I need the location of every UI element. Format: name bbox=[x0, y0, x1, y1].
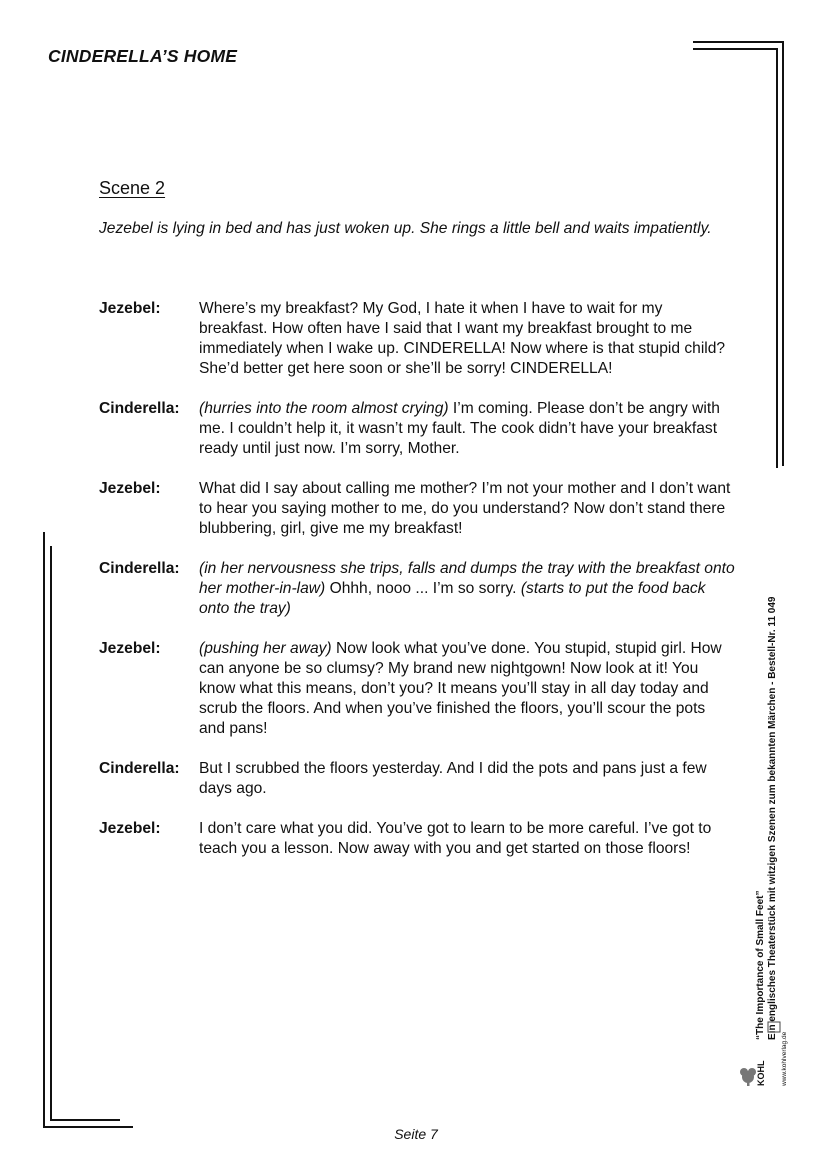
page-number: Seite 7 bbox=[394, 1126, 438, 1142]
publisher-website: www.kohlverlag.de bbox=[781, 1031, 788, 1086]
book-subtitle: Ein englisches Theaterstück mit witzigen Szenen zum bekannten Märchen - Bestell-Nr. 11 049 bbox=[767, 596, 778, 1040]
frame-line bbox=[693, 48, 776, 50]
speaker-name: Cinderella: bbox=[99, 400, 180, 417]
speaker-name: Jezebel: bbox=[99, 820, 161, 837]
speaker-name: Cinderella: bbox=[99, 560, 180, 577]
dialogue bbox=[99, 299, 735, 879]
stage-direction-inline: (starts to put the food back onto the tray) bbox=[199, 580, 706, 617]
speaker-name: Jezebel: bbox=[99, 640, 161, 657]
frame-line bbox=[776, 48, 778, 468]
spoken-text: I don’t care what you did. You’ve got to learn to be more careful. I’ve got to teach you a lesson. Now away with you and get started on those floors! bbox=[199, 820, 712, 857]
speaker-name: Jezebel: bbox=[99, 480, 161, 497]
dialogue-line bbox=[99, 299, 735, 379]
speaker-name: Cinderella: bbox=[99, 760, 180, 777]
stage-direction-inline: (pushing her away) bbox=[199, 640, 332, 657]
publisher-name: KOHL bbox=[756, 1060, 766, 1086]
speaker-name: Jezebel: bbox=[99, 300, 161, 317]
dialogue-line bbox=[99, 559, 735, 619]
spoken-text: What did I say about calling me mother? I’m not your mother and I don’t want to hear you saying mother to me, do you understand? Now don’t stand there blubbering, girl, give me my breakfast! bbox=[199, 480, 731, 537]
frame-line bbox=[50, 546, 52, 1121]
speech-text bbox=[199, 479, 735, 539]
stage-direction-inline: (in her nervousness she trips, falls and dumps the tray with the breakfast onto her mother-in-law) bbox=[199, 560, 735, 597]
page-header: CINDERELLA’S HOME bbox=[48, 46, 238, 66]
dialogue-line bbox=[99, 399, 735, 459]
speech-text bbox=[199, 299, 735, 379]
speech-text bbox=[199, 819, 735, 859]
dialogue-line bbox=[99, 639, 735, 739]
dialogue-line bbox=[99, 819, 735, 859]
dialogue-line bbox=[99, 479, 735, 539]
speech-text bbox=[199, 639, 735, 739]
spoken-text: Ohhh, nooo ... I’m so sorry. bbox=[325, 580, 521, 597]
scene-title: Scene 2 bbox=[99, 178, 166, 198]
speech-text bbox=[199, 559, 735, 619]
frame-line bbox=[782, 41, 784, 466]
stage-direction: Jezebel is lying in bed and has just woken up. She rings a little bell and waits impatiently. bbox=[99, 220, 712, 237]
book-info bbox=[755, 560, 779, 1040]
publisher-logo bbox=[738, 1020, 790, 1090]
speech-text bbox=[199, 759, 735, 799]
spoken-text: Now look what you’ve done. You stupid, stupid girl. How can anyone be so clumsy? My brand new nightgown! Now look at it! You know what this means, don’t you? It means you’ll stay in all day today and scrub the floors. And when you’ve finished the floors, you’ll scour the pots and pans! bbox=[199, 640, 722, 737]
speech-text bbox=[199, 399, 735, 459]
spoken-text: I’m coming. Please don’t be angry with me. I couldn’t help it, it wasn’t my fault. The cook didn’t have your breakfast ready until just now. I’m sorry, Mother. bbox=[199, 400, 720, 457]
spoken-text: But I scrubbed the floors yesterday. And I did the pots and pans just a few days ago. bbox=[199, 760, 707, 797]
dialogue-line bbox=[99, 759, 735, 799]
stage-direction-inline: (hurries into the room almost crying) bbox=[199, 400, 449, 417]
frame-line bbox=[43, 532, 45, 1128]
frame-line bbox=[50, 1119, 120, 1121]
frame-line bbox=[693, 41, 784, 43]
book-title: “The Importance of Small Feet” bbox=[755, 890, 766, 1040]
spoken-text: Where’s my breakfast? My God, I hate it when I have to wait for my breakfast. How often have I said that I want my breakfast brought to me immediately when I wake up. CINDERELLA! Now where is that stupid child? She’d better get here soon or she’ll be sorry! CINDERELLA! bbox=[199, 300, 726, 377]
